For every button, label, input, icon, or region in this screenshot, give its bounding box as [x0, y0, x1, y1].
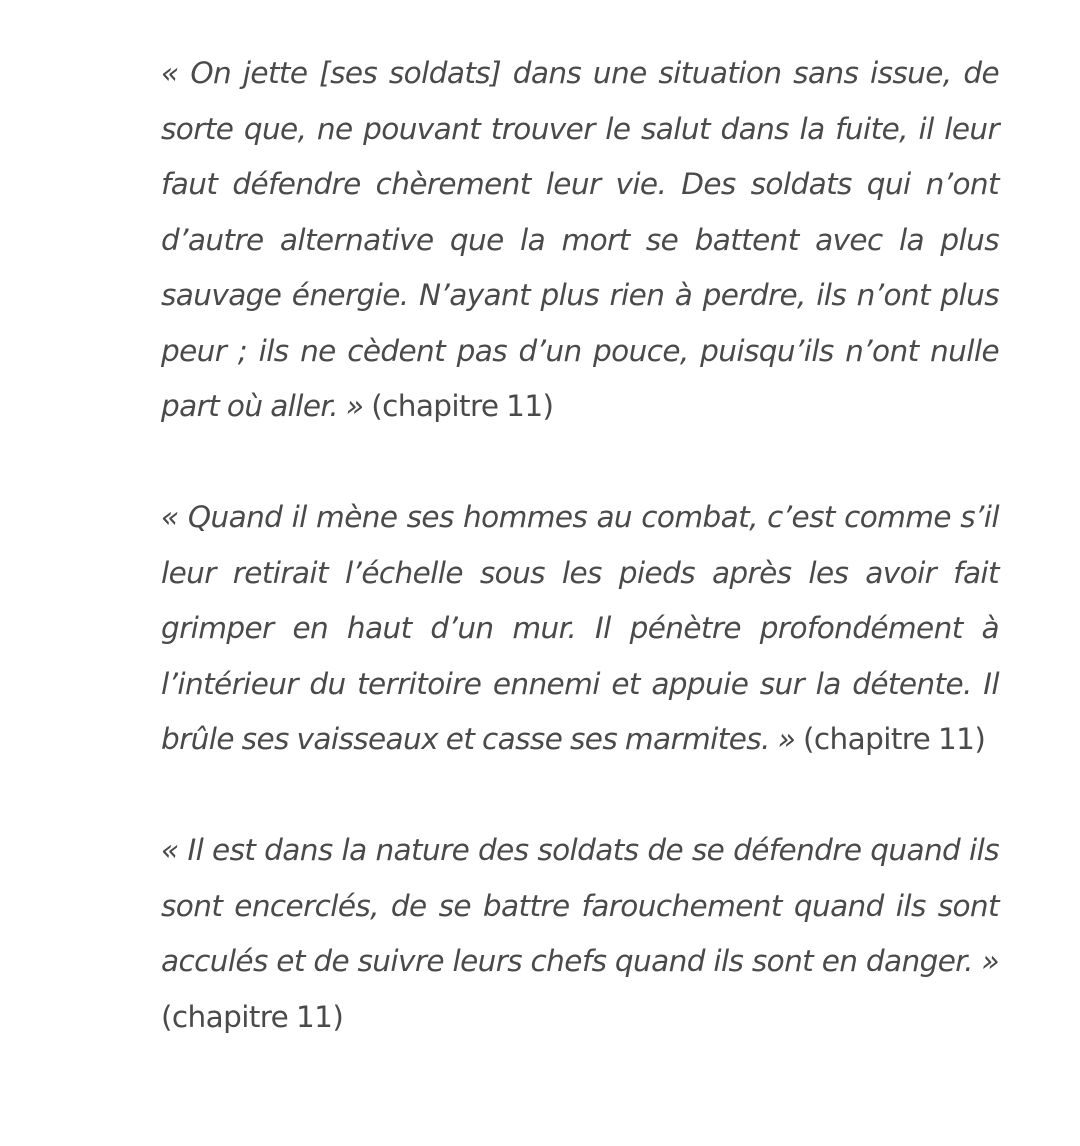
article-body	[161, 46, 999, 1045]
quote-paragraph	[161, 490, 999, 768]
quote-source: (chapitre 11)	[371, 389, 554, 423]
quote-text: « Il est dans la nature des soldats de se défendre quand ils sont encerclés, de se battre farouchement quand ils sont acculés et de suivre leurs chefs quand ils sont en danger. »	[161, 833, 999, 978]
quote-paragraph	[161, 46, 999, 435]
quote-text: « On jette [ses soldats] dans une situation sans issue, de sorte que, ne pouvant trouver le salut dans la fuite, il leur faut défendre chèrement leur vie. Des soldats qui n’ont d’autre alternative que la mort se battent avec la plus sauvage énergie. N’ayant plus rien à perdre, ils n’ont plus peur ; ils ne cèdent pas d’un pouce, puisqu’ils n’ont nulle part où aller. »	[161, 56, 999, 423]
quote-text: « Quand il mène ses hommes au combat, c’est comme s’il leur retirait l’échelle sous les pieds après les avoir fait grimper en haut d’un mur. Il pénètre profondément à l’intérieur du territoire ennemi et appuie sur la détente. Il brûle ses vaisseaux et casse ses marmites. »	[161, 500, 999, 756]
quote-paragraph	[161, 823, 999, 1045]
quote-source: (chapitre 11)	[161, 999, 344, 1034]
quote-source: (chapitre 11)	[803, 722, 986, 756]
